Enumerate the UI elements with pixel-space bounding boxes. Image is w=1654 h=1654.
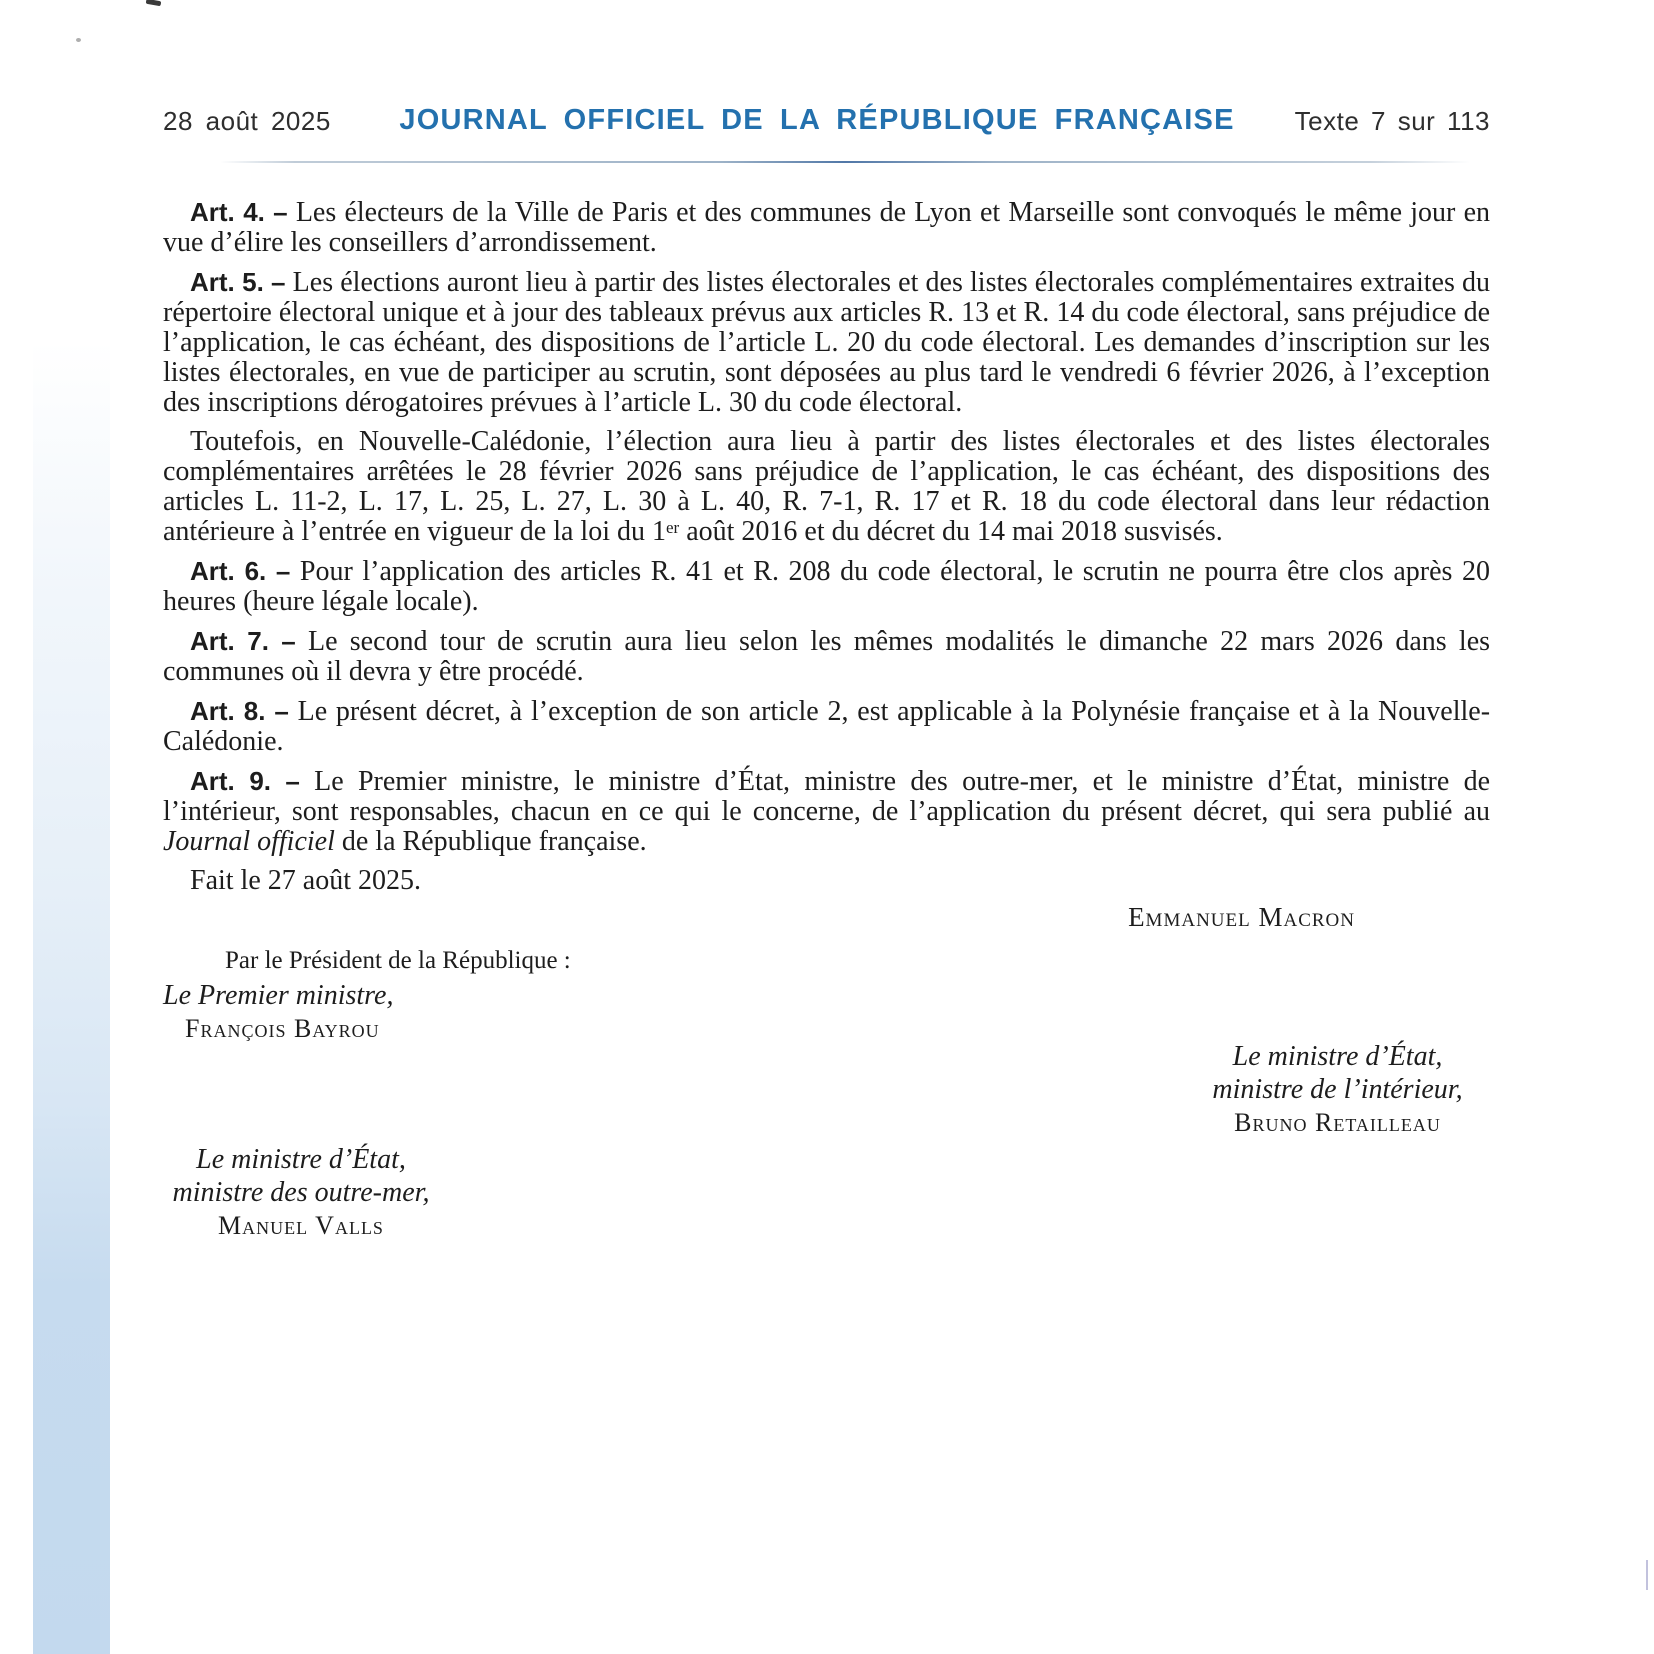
article-9-label: Art. 9. xyxy=(190,766,271,796)
par-le-president-line: Par le Président de la République : xyxy=(225,947,571,974)
scan-blue-band xyxy=(33,340,110,1654)
scan-speck-top xyxy=(146,0,162,6)
toutefois-text-after-superscript: août 2016 et du décret du 14 mai 2018 susvisés. xyxy=(679,516,1223,547)
article-9-text-before-italic: Le Premier ministre, le ministre d’État, ministre des outre-mer, et le ministre d’État, ministre de l’intérieur, sont responsables, chacun en ce qui le concerne, de l’application du présent décret, qui sera publié au xyxy=(163,766,1491,827)
interior-minister-name: Bruno Retailleau xyxy=(1234,1108,1441,1137)
article-8-dash: – xyxy=(274,696,289,726)
article-9-text-after-italic: de la République française. xyxy=(334,826,647,857)
issue-date: 28 août 2025 xyxy=(163,106,331,136)
article-8-paragraph xyxy=(163,696,1490,757)
article-8-text: Le présent décret, à l’exception de son article 2, est applicable à la Polynésie française et à la Nouvelle-Calédonie. xyxy=(163,696,1491,757)
header-divider xyxy=(220,161,1470,163)
journal-title: JOURNAL OFFICIEL DE LA RÉPUBLIQUE FRANÇAISE xyxy=(399,104,1235,136)
president-name: Emmanuel Macron xyxy=(1128,902,1355,932)
article-5-label: Art. 5. xyxy=(190,267,264,297)
scan-right-edge-mark xyxy=(1646,1560,1648,1590)
interior-minister-title-line2: ministre de l’intérieur, xyxy=(1212,1074,1463,1105)
interior-minister-title-line1: Le ministre d’État, xyxy=(1232,1041,1443,1072)
journal-officiel-italic: Journal officiel xyxy=(163,826,335,857)
article-4-label: Art. 4. xyxy=(190,197,265,227)
article-6-dash: – xyxy=(275,556,291,586)
article-9-dash: – xyxy=(285,766,300,796)
article-4-dash: – xyxy=(273,197,288,227)
article-7-label: Art. 7. xyxy=(190,626,269,656)
article-7-text: Le second tour de scrutin aura lieu selon les mêmes modalités le dimanche 22 mars 2026 dans les communes où il devra y être procédé. xyxy=(163,626,1491,687)
article-5-text: Les élections auront lieu à partir des listes électorales et des listes électorales complémentaires extraites du répertoire électoral unique et à jour des tableaux prévus aux articles R. 13 et R. 14 du code électoral, sans préjudice de l’application, le cas échéant, des dispositions de l’article L. 20 du code électoral. Les demandes d’inscription sur les listes électorales, en vue de participer au scrutin, sont déposées au plus tard le vendredi 6 février 2026, à l’exception des inscriptions dérogatoires prévues à l’article L. 30 du code électoral. xyxy=(163,267,1491,418)
president-signature-line xyxy=(163,902,1490,932)
article-5-paragraph xyxy=(163,267,1490,418)
fait-le-line: Fait le 27 août 2025. xyxy=(190,865,421,896)
article-6-label: Art. 6. xyxy=(190,556,267,586)
text-reference: Texte 7 sur 113 xyxy=(1294,106,1490,136)
outremer-minister-signature xyxy=(140,1143,462,1242)
scan-speck-dot xyxy=(76,38,81,42)
article-4-paragraph xyxy=(163,197,1490,258)
decree-body xyxy=(163,197,1490,1044)
article-7-paragraph xyxy=(163,626,1490,687)
article-6-paragraph xyxy=(163,556,1490,617)
article-6-text: Pour l’application des articles R. 41 et R. 208 du code électoral, le scrutin ne pourra être clos après 20 heures (heure légale locale). xyxy=(163,556,1491,617)
ordinal-superscript: er xyxy=(666,518,680,537)
prime-minister-name-text: François Bayrou xyxy=(185,1014,380,1043)
prime-minister-title: Le Premier ministre, xyxy=(163,980,394,1011)
interior-minister-signature xyxy=(1165,1040,1510,1139)
article-7-dash: – xyxy=(281,626,296,656)
article-4-text: Les électeurs de la Ville de Paris et des communes de Lyon et Marseille sont convoqués le même jour en vue d’élire les conseillers d’arrondissement. xyxy=(163,197,1491,258)
article-5-toutefois-paragraph xyxy=(163,427,1490,547)
article-8-label: Art. 8. xyxy=(190,696,266,726)
toutefois-text-before-superscript: Toutefois, en Nouvelle-Calédonie, l’élection aura lieu à partir des listes électorales et des listes électorales complémentaires arrêtées le 28 février 2026 sans préjudice de l’application, le cas échéant, des dispositions des articles L. 11-2, L. 17, L. 25, L. 27, L. 30 à L. 40, R. 7-1, R. 17 et R. 18 du code électoral dans leur rédaction antérieure à l’entrée en vigueur de la loi du 1 xyxy=(163,426,1490,547)
article-9-paragraph xyxy=(163,766,1490,857)
article-5-dash: – xyxy=(271,267,286,297)
outremer-minister-title-line1: Le ministre d’État, xyxy=(196,1144,406,1175)
outremer-minister-name: Manuel Valls xyxy=(218,1211,384,1240)
outremer-minister-title-line2: ministre des outre-mer, xyxy=(172,1177,430,1208)
